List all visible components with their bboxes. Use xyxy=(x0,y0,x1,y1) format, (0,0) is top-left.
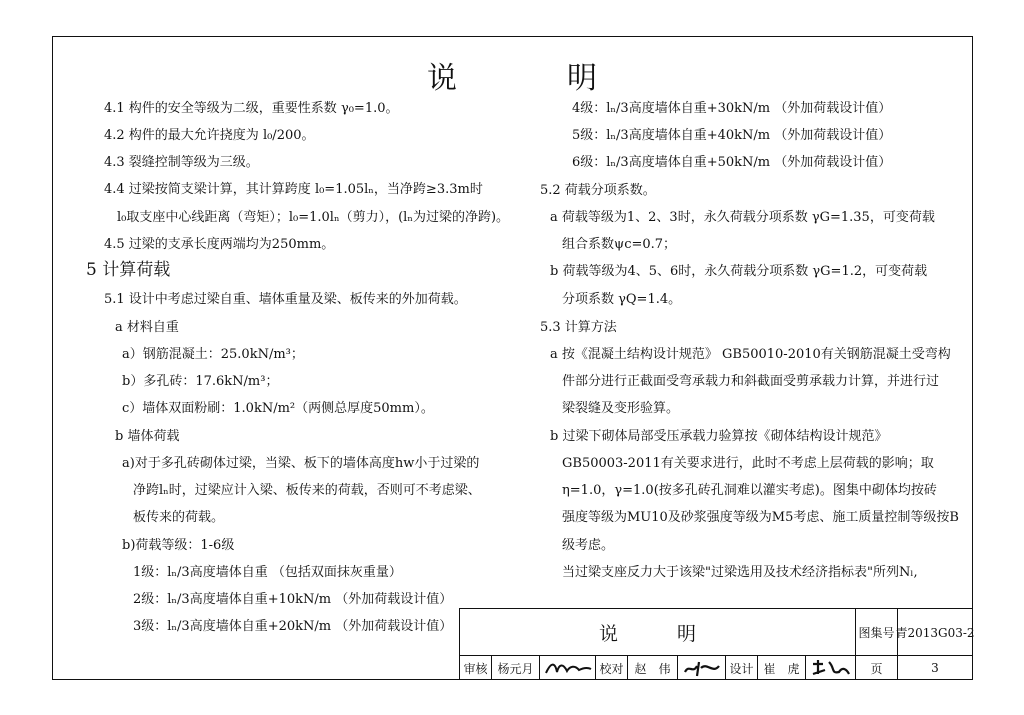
text-line: η=1.0，γ=1.0(按多孔砖孔洞难以灌实考虑)。图集中砌体均按砖 xyxy=(562,483,937,498)
text-line: c）墙体双面粉刷：1.0kN/m²（两侧总厚度50mm）。 xyxy=(122,401,434,416)
text-line: 梁裂缝及变形验算。 xyxy=(562,401,680,416)
text-line: b 荷载等级为4、5、6时，永久荷载分项系数 γG=1.2，可变荷载 xyxy=(550,264,928,279)
check-name: 赵 伟 xyxy=(628,656,678,680)
text-line: 4级：lₙ/3高度墙体自重+30kN/m （外加荷载设计值） xyxy=(572,101,892,116)
text-line: 4.4 过梁按简支梁计算，其计算跨度 l₀=1.05lₙ，当净跨≥3.3m时 xyxy=(104,182,483,197)
text-line: 2级：lₙ/3高度墙体自重+10kN/m （外加荷载设计值） xyxy=(133,592,453,607)
text-line: 5.1 设计中考虑过梁自重、墙体重量及梁、板传来的外加荷载。 xyxy=(104,292,467,307)
drawing-title: 说 明 xyxy=(460,609,856,656)
text-line: b)荷载等级：1-6级 xyxy=(122,538,235,553)
text-line: 强度等级为MU10及砂浆强度等级为M5考虑、施工质量控制等级按B xyxy=(562,510,959,525)
text-line: 5.2 荷载分项系数。 xyxy=(540,183,656,198)
text-line: 当过梁支座反力大于该梁"过梁选用及技术经济指标表"所列Nₗ, xyxy=(562,565,918,580)
review-label: 审核 xyxy=(460,656,492,680)
text-line: 6级：lₙ/3高度墙体自重+50kN/m （外加荷载设计值） xyxy=(572,155,892,170)
text-line: b）多孔砖：17.6kN/m³； xyxy=(122,374,279,389)
page-label: 页 xyxy=(856,656,898,680)
review-signature-icon xyxy=(543,658,593,678)
text-line: 1级：lₙ/3高度墙体自重 （包括双面抹灰重量） xyxy=(133,565,402,580)
page-number: 3 xyxy=(931,661,939,675)
text-line: 4.3 裂缝控制等级为三级。 xyxy=(104,155,259,170)
text-line: b 墙体荷载 xyxy=(115,429,180,444)
text-line: a）钢筋混凝土：25.0kN/m³； xyxy=(122,347,304,362)
text-line: b 过梁下砌体局部受压承载力验算按《砌体结构设计规范》 xyxy=(550,429,888,444)
text-line: 4.1 构件的安全等级为二级，重要性系数 γ₀=1.0。 xyxy=(104,101,399,116)
design-signature xyxy=(806,656,856,680)
text-line: GB50003-2011有关要求进行，此时不考虑上层荷载的影响；取 xyxy=(562,456,934,471)
text-line: 5级：lₙ/3高度墙体自重+40kN/m （外加荷载设计值） xyxy=(572,128,892,143)
check-label: 校对 xyxy=(596,656,628,680)
text-line: a 按《混凝土结构设计规范》 GB50010-2010有关钢筋混凝土受弯构 xyxy=(550,347,951,362)
text-line: 4.2 构件的最大允许挠度为 l₀/200。 xyxy=(104,128,315,143)
review-signature xyxy=(540,656,596,680)
text-line: 净跨lₙ时，过梁应计入梁、板传来的荷载，否则可不考虑梁、 xyxy=(133,483,481,498)
text-line: 组合系数ψc=0.7； xyxy=(562,237,677,252)
page-title: 说 明 xyxy=(427,61,637,96)
design-name: 崔 虎 xyxy=(758,656,806,680)
check-signature xyxy=(678,656,726,680)
text-line: 5.3 计算方法 xyxy=(540,320,617,335)
text-line: a 材料自重 xyxy=(115,320,179,335)
text-line: 分项系数 γQ=1.4。 xyxy=(562,292,682,307)
text-line: l₀取支座中心线距离（弯矩）；l₀=1.0lₙ（剪力），(lₙ为过梁的净跨)。 xyxy=(117,210,510,225)
text-line: a)对于多孔砖砌体过梁，当梁、板下的墙体高度hw小于过梁的 xyxy=(122,456,480,471)
check-signature-icon xyxy=(681,658,723,678)
text-line: a 荷载等级为1、2、3时，永久荷载分项系数 γG=1.35，可变荷载 xyxy=(550,210,935,225)
text-line: 件部分进行正截面受弯承载力和斜截面受剪承载力计算，并进行过 xyxy=(562,374,940,389)
title-block xyxy=(459,608,973,680)
review-name: 杨元月 xyxy=(492,656,540,680)
text-line: 3级：lₙ/3高度墙体自重+20kN/m （外加荷载设计值） xyxy=(133,619,453,634)
text-line: 4.5 过梁的支承长度两端均为250mm。 xyxy=(104,237,335,252)
design-label: 设计 xyxy=(726,656,758,680)
atlas-no-label: 图集号 xyxy=(856,609,898,656)
section-heading: 5 计算荷载 xyxy=(86,260,171,280)
text-line: 级考虑。 xyxy=(562,538,615,553)
atlas-no: 青2013G03-2 xyxy=(898,609,972,656)
design-signature-icon xyxy=(809,658,853,678)
text-line: 板传来的荷载。 xyxy=(133,510,225,525)
